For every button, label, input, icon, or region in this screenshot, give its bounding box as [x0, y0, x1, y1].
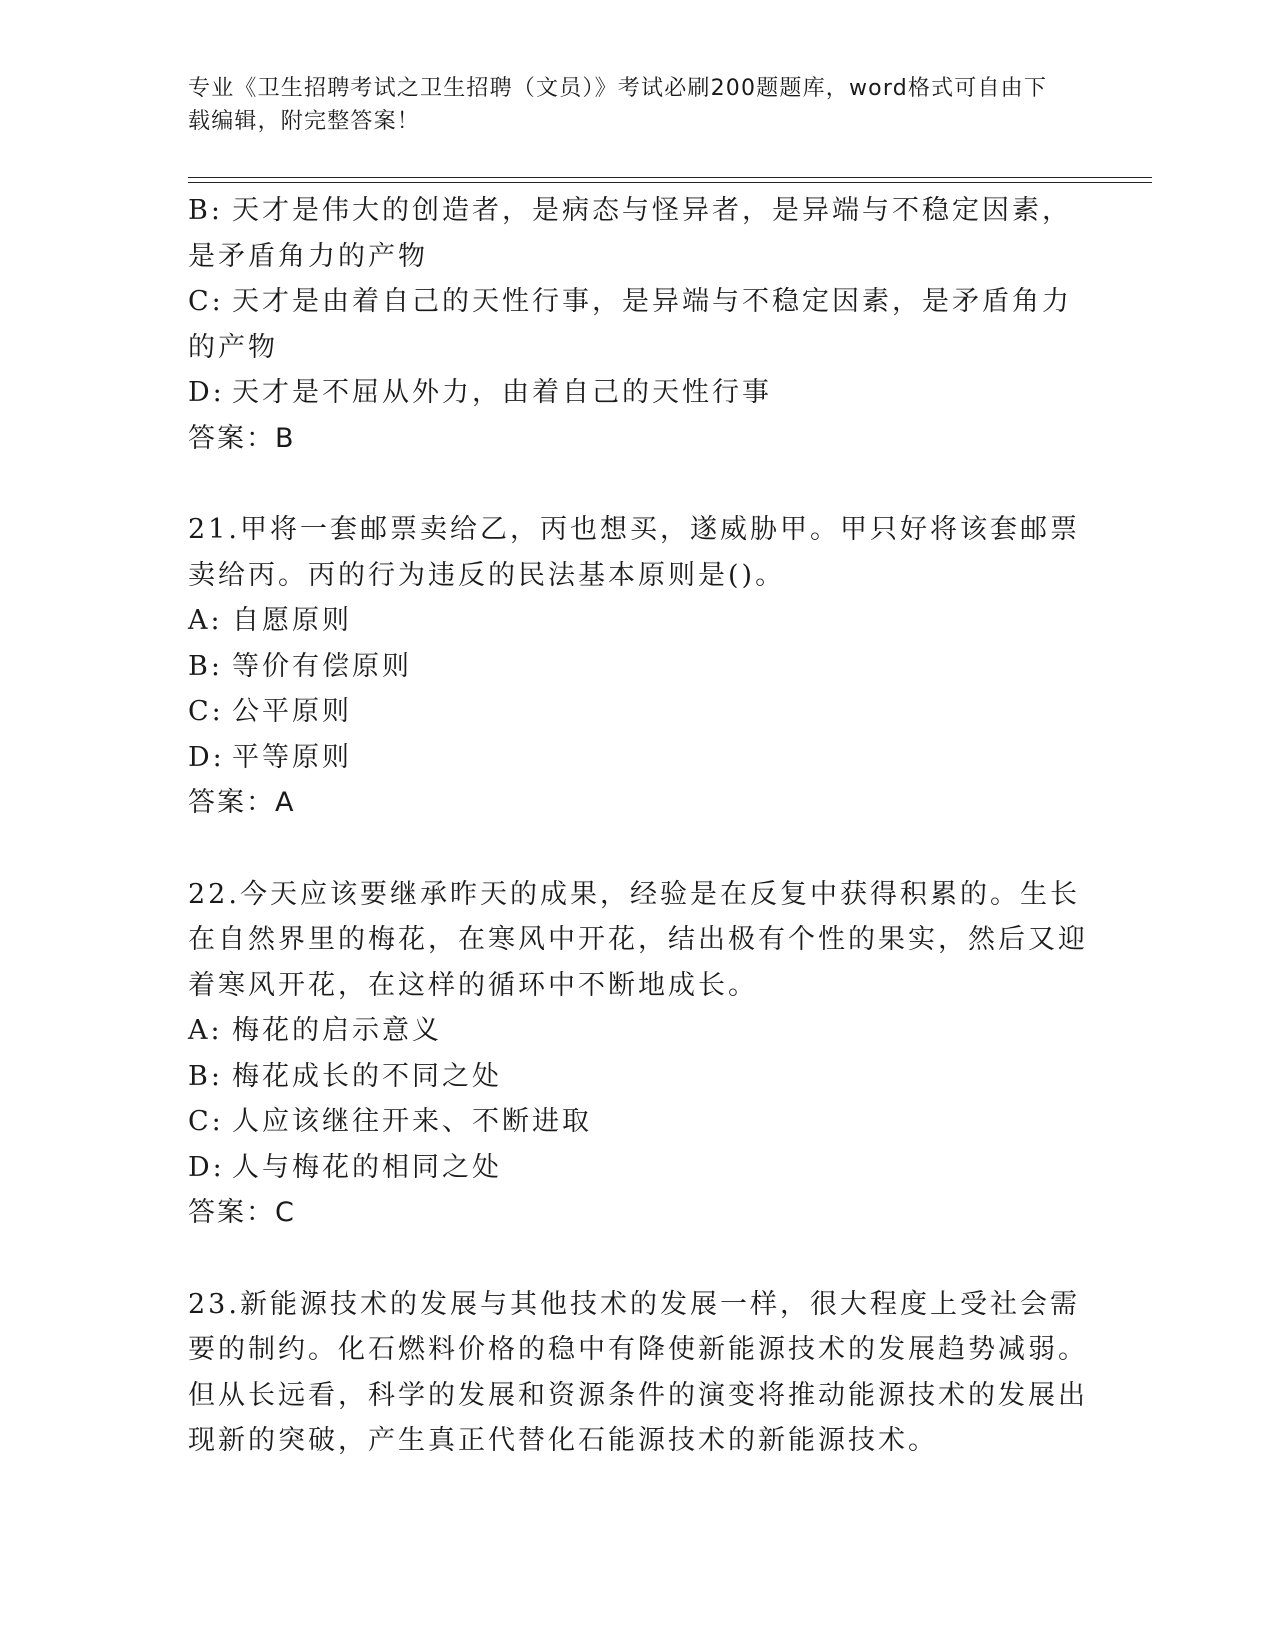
option-text: 梅花成长的不同之处 — [232, 1060, 502, 1092]
question-23-stem: 23.新能源技术的发展与其他技术的发展一样，很大程度上受社会需要的制约。化石燃料价格的稳中有降使新能源技术的发展趋势减弱。但从长远看，科学的发展和资源条件的演变将推动能源技术的发展出现新的突破，产生真正代替化石能源技术的新能源技术。 — [188, 1288, 1088, 1456]
option-label: C: — [188, 1106, 224, 1137]
option-text: 天才是不屈从外力，由着自己的天性行事 — [232, 377, 772, 408]
option-label: D: — [188, 741, 225, 773]
option-label: B: — [188, 650, 223, 682]
answer-line: 答案：B — [188, 422, 296, 454]
option-label: A: — [188, 1015, 223, 1046]
header-double-rule — [188, 177, 1152, 183]
question-21-stem: 21.甲将一套邮票卖给乙，丙也想买，遂威胁甲。甲只好将该套邮票卖给丙。丙的行为违反的民法基本原则是()。 — [188, 514, 1080, 591]
question-22-stem: 22.今天应该要继承昨天的成果，经验是在反复中获得积累的。生长在自然界里的梅花，在寒风中开花，结出极有个性的果实，然后又迎着寒风开花，在这样的循环中不断地成长。 — [188, 878, 1088, 1001]
option-text: 平等原则 — [232, 741, 352, 773]
option-c — [188, 689, 1088, 735]
option-d — [188, 370, 1088, 416]
option-b — [188, 644, 1088, 690]
option-c — [188, 279, 1088, 370]
option-text: 天才是伟大的创造者，是病态与怪异者，是异端与不稳定因素，是矛盾角力的产物 — [188, 195, 1072, 272]
option-text: 人应该继往开来、不断进取 — [232, 1106, 592, 1137]
option-b — [188, 1054, 1088, 1100]
option-label: A: — [188, 605, 223, 636]
option-label: C: — [188, 696, 224, 727]
option-text: 自愿原则 — [232, 605, 352, 636]
answer-line: 答案：A — [188, 787, 296, 818]
option-text: 天才是由着自己的天性行事，是异端与不稳定因素，是矛盾角力的产物 — [188, 286, 1072, 363]
option-d — [188, 1145, 1088, 1191]
option-label: B: — [188, 195, 223, 226]
option-label: C: — [188, 286, 224, 317]
option-a — [188, 598, 1088, 644]
option-c — [188, 1099, 1088, 1145]
option-b — [188, 188, 1088, 279]
option-d — [188, 735, 1088, 781]
option-text: 等价有偿原则 — [232, 650, 412, 682]
option-label: D: — [188, 1151, 225, 1183]
page-header: 专业《卫生招聘考试之卫生招聘（文员）》考试必刷200题题库，word格式可自由下载编辑，附完整答案！ — [188, 76, 1048, 134]
option-text: 人与梅花的相同之处 — [232, 1151, 502, 1183]
option-text: 梅花的启示意义 — [232, 1015, 442, 1046]
document-body — [188, 188, 1088, 1464]
option-a — [188, 1008, 1088, 1054]
answer-line: 答案：C — [188, 1197, 296, 1228]
option-text: 公平原则 — [232, 696, 352, 727]
option-label: B: — [188, 1060, 223, 1092]
option-label: D: — [188, 377, 225, 408]
